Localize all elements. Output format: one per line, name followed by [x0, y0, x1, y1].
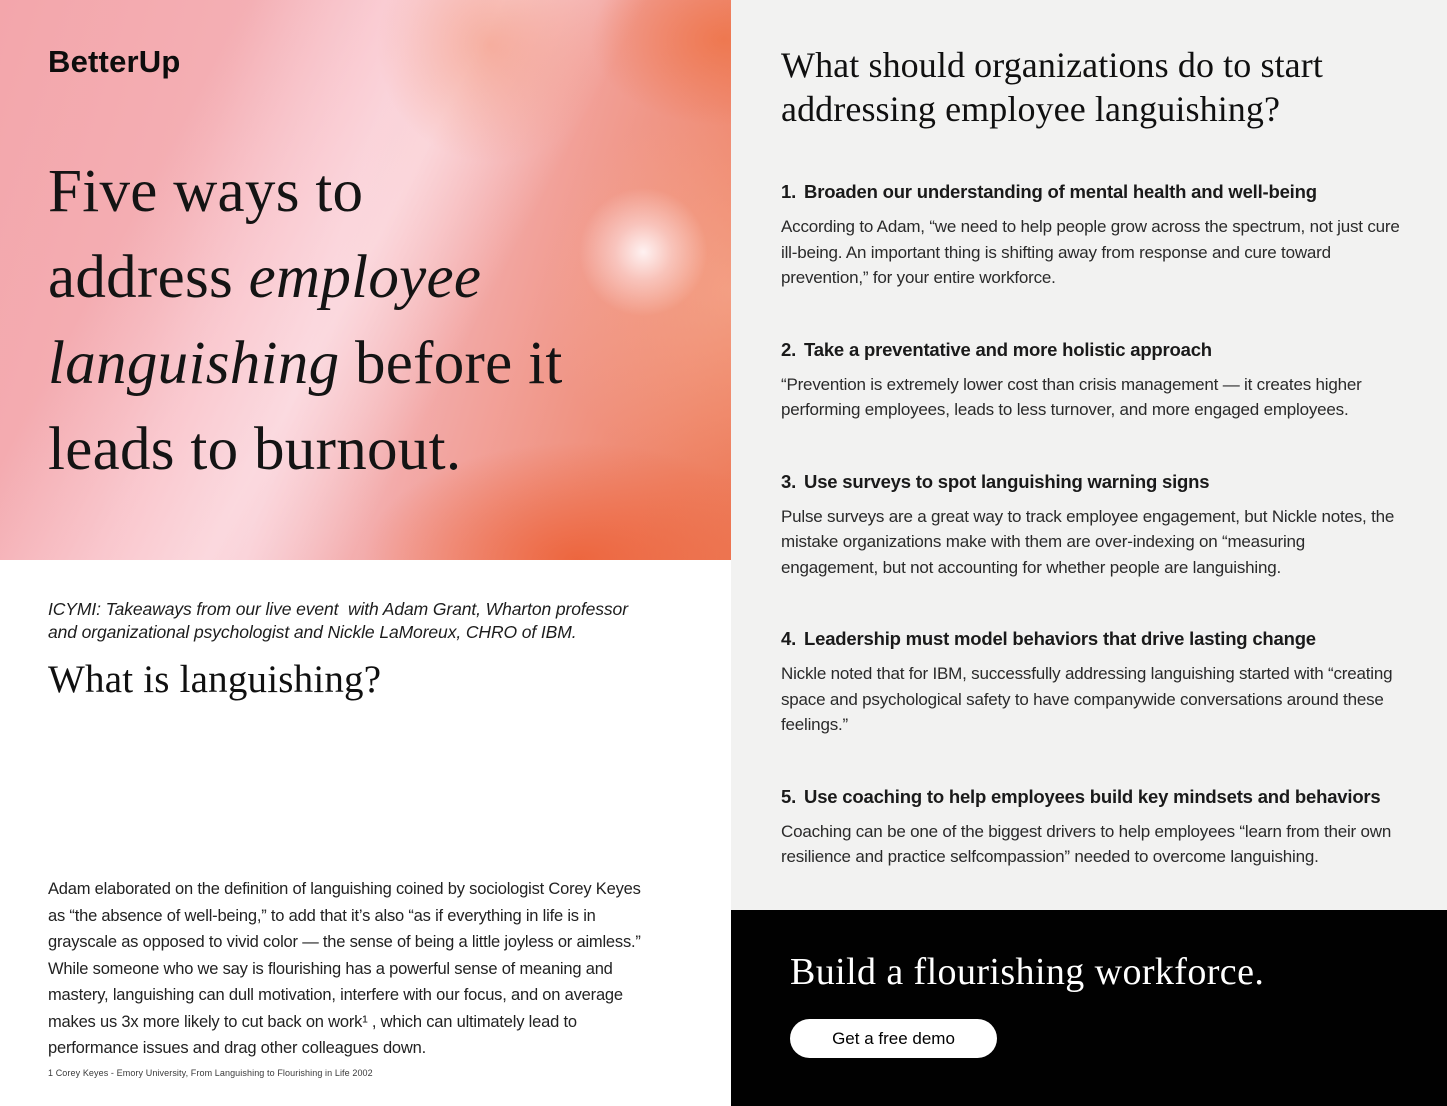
step-title-text: Use surveys to spot languishing warning signs — [804, 470, 1210, 492]
steps-list — [781, 179, 1407, 870]
hero-title: Five ways to address employee languishing before it leads to burnout. — [48, 158, 563, 483]
step-body: Pulse surveys are a great way to track employee engagement, but Nickle notes, the mistake organizations make with them are over-indexing on “measuring engagement, but not accounting for whether people are languishing. — [781, 506, 1395, 577]
main-question-heading: What should organizations do to start addressing employee languishing? — [781, 45, 1323, 129]
step-body: Nickle noted that for IBM, successfully addressing languishing started with “creating space and psychological safety to have companywide conversations around these feelings.” — [781, 664, 1393, 734]
betterup-logo: BetterUp — [48, 44, 181, 79]
icymi-note: ICYMI: Takeaways from our live event with Adam Grant, Wharton professor and organizational psychologist and Nickle LaMoreux, CHRO of IBM. — [48, 599, 628, 642]
step-title — [781, 626, 1407, 652]
step-number: 5. — [781, 785, 797, 807]
step-title-text: Broaden our understanding of mental health and well-being — [804, 181, 1317, 202]
step-item-5 — [781, 784, 1407, 870]
step-item-1 — [781, 179, 1407, 291]
step-item-3 — [781, 469, 1407, 581]
step-number: 4. — [781, 628, 797, 649]
step-title-text: Use coaching to help employees build key mindsets and behaviors — [804, 785, 1381, 807]
cta-section — [731, 910, 1447, 1106]
step-title — [781, 784, 1407, 810]
step-title-text: Leadership must model behaviors that drive lasting change — [804, 628, 1316, 649]
step-title — [781, 179, 1407, 205]
step-body: “Prevention is extremely lower cost than crisis management — it creates higher performing employees, leads to less turnover, and more engaged employees. — [781, 374, 1362, 419]
definition-paragraph: Adam elaborated on the definition of languishing coined by sociologist Corey Keyes as “the absence of well-being,” to add that it’s also “as if everything in life is in grayscale as opposed to vivid color — the sense of being a little joyless or aimless.” While someone who we say is flourishing has a powerful sense of meaning and mastery, languishing can dull motivation, interfere with our focus, and on average makes us 3x more likely to cut back on work¹ , which can ultimately lead to performance issues and drag other colleagues down. — [48, 880, 641, 1057]
step-body: Coaching can be one of the biggest drivers to help employees “learn from their own resilience and practice selfcompassion” needed to overcome languishing. — [781, 821, 1392, 866]
step-title — [781, 469, 1407, 495]
what-is-languishing-heading: What is languishing? — [48, 658, 382, 701]
hero-section — [0, 0, 731, 560]
left-body-section — [0, 560, 731, 1106]
cta-title: Build a flourishing workforce. — [790, 951, 1265, 993]
step-number: 2. — [781, 338, 797, 360]
step-title — [781, 337, 1407, 363]
source-footnote: 1 Corey Keyes - Emory University, From Languishing to Flourishing in Life 2002 — [48, 1068, 373, 1078]
step-item-4 — [781, 626, 1407, 738]
step-title-text: Take a preventative and more holistic approach — [804, 338, 1212, 360]
step-body: According to Adam, “we need to help people grow across the spectrum, not just cure ill-being. An important thing is shifting away from response and cure toward prevention,” for your entire workforce. — [781, 217, 1400, 287]
right-column — [731, 0, 1447, 1106]
step-number: 3. — [781, 470, 797, 492]
step-number: 1. — [781, 181, 797, 202]
recommendations-panel — [731, 0, 1447, 910]
get-free-demo-button[interactable]: Get a free demo — [790, 1019, 997, 1058]
step-item-2 — [781, 337, 1407, 423]
